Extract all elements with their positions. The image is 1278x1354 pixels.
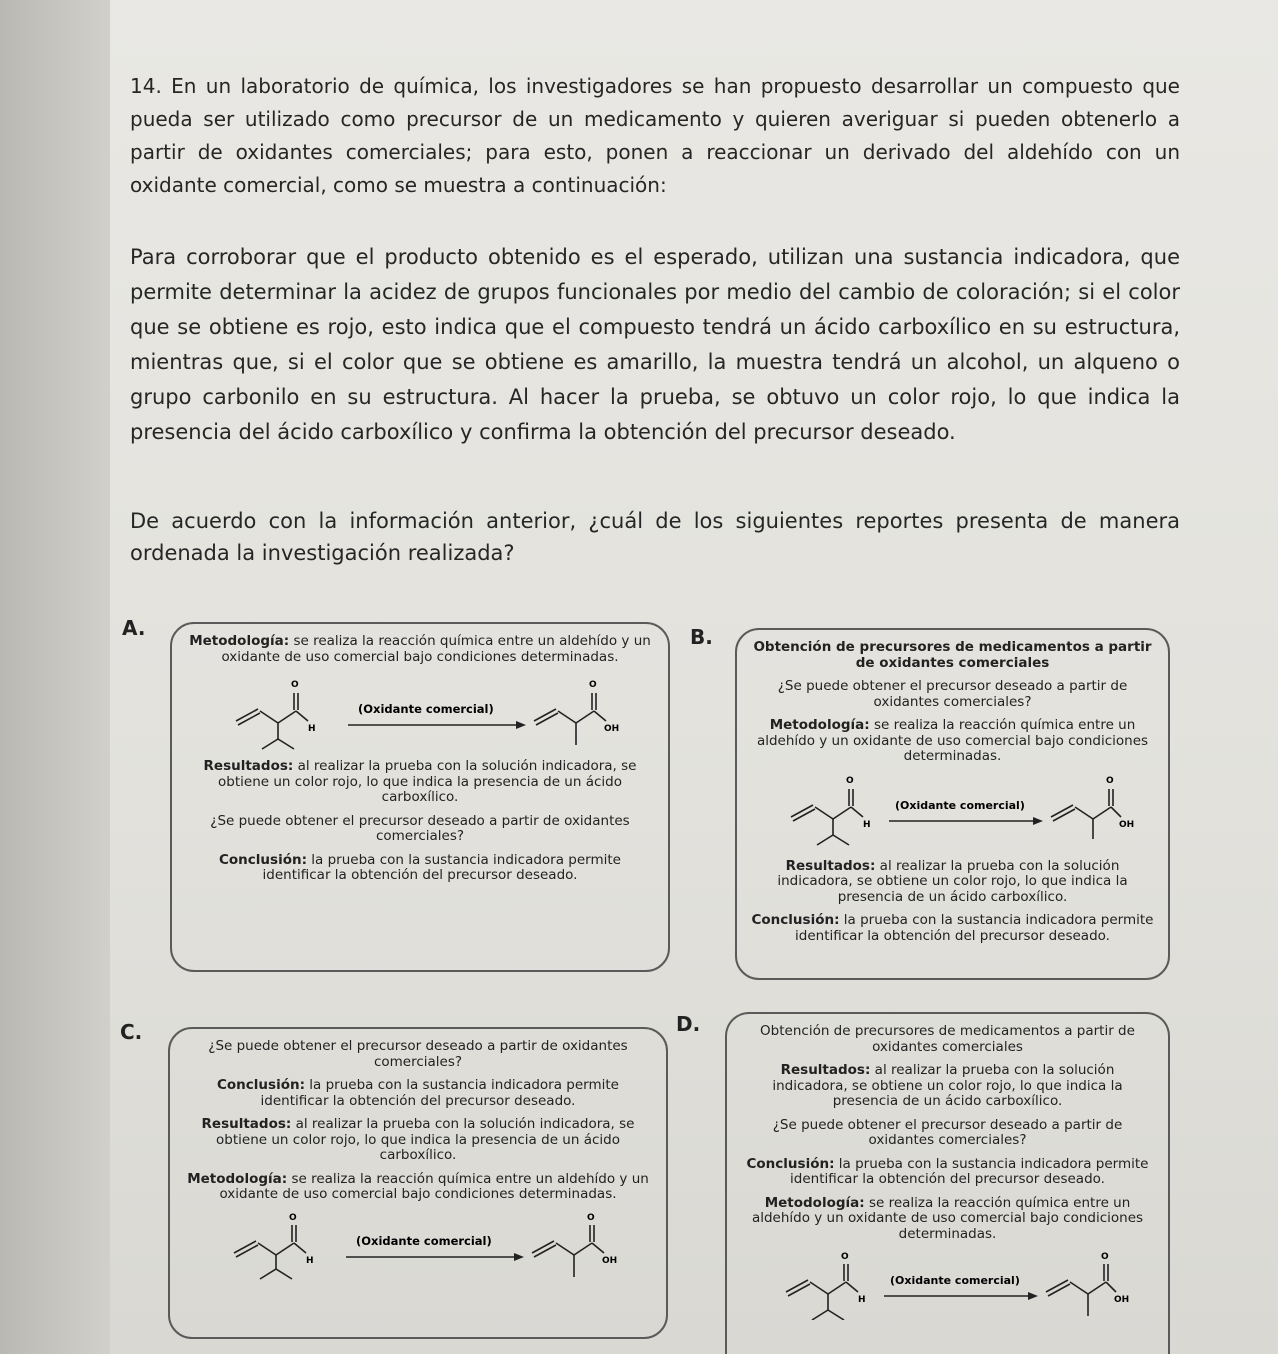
page-shadow <box>0 0 120 1354</box>
svg-text:OH: OH <box>1119 819 1135 830</box>
question-intro: 14. En un laboratorio de química, los investigadores se han propuesto desarrollar un compuesto que pueda ser utilizado como precursor de un medicamento y quieren averiguar si pueden obtenerlo a partir de oxidantes comerciales; para esto, ponen a reaccionar un derivado del aldehído con un oxidante comercial, como se muestra a continuación: <box>130 74 1180 197</box>
svg-text:(Oxidante comercial): (Oxidante comercial) <box>358 702 494 716</box>
option-d-box[interactable] <box>725 1012 1170 1354</box>
option-c-box[interactable] <box>168 1027 668 1339</box>
option-a-pregunta: ¿Se puede obtener el precursor deseado a partir de oxidantes comerciales? <box>210 812 630 844</box>
svg-text:H: H <box>858 1295 866 1305</box>
option-b-conclusion: Conclusión: la prueba con la sustancia indicadora permite identificar la obtención del precursor deseado. <box>751 912 1154 944</box>
svg-text:H: H <box>306 1255 314 1266</box>
option-c-conclusion: Conclusión: la prueba con la sustancia indicadora permite identificar la obtención del precursor deseado. <box>217 1077 619 1109</box>
svg-text:O: O <box>289 1212 297 1223</box>
option-c-resultados: Resultados: al realizar la prueba con la solución indicadora, se obtiene un color rojo, lo que indica la presencia de un ácido carboxílico. <box>201 1116 635 1163</box>
option-b-metodologia: Metodología: se realiza la reacción química entre un aldehído y un oxidante de uso comercial bajo condiciones determinadas. <box>756 717 1149 764</box>
option-d-reaction-svg <box>766 1250 1146 1320</box>
option-b-reaction-svg <box>771 773 1151 853</box>
option-a-metodologia: Metodología: se realiza la reacción química entre un aldehído y un oxidante de uso comercial bajo condiciones determinadas. <box>189 633 651 665</box>
svg-text:(Oxidante comercial): (Oxidante comercial) <box>890 1274 1020 1287</box>
option-d-titulo: Obtención de precursores de medicamentos a partir de oxidantes comerciales <box>760 1023 1135 1055</box>
option-b-box[interactable] <box>735 628 1170 980</box>
option-d-metodologia: Metodología: se realiza la reacción química entre un aldehído y un oxidante de uso comercial bajo condiciones determinadas. <box>751 1194 1144 1242</box>
question-prompt: De acuerdo con la información anterior, ¿cuál de los siguientes reportes presenta de manera ordenada la investigación realizada? <box>130 509 1180 565</box>
option-d-reaction <box>741 1250 1154 1316</box>
option-a-resultados: Resultados: al realizar la prueba con la solución indicadora, se obtiene un color rojo, lo que indica la presencia de un ácido carboxílico. <box>203 758 637 805</box>
option-c-metodologia: Metodología: se realiza la reacción química entre un aldehído y un oxidante de uso comercial bajo condiciones determinadas. <box>187 1170 649 1202</box>
svg-text:OH: OH <box>1114 1295 1130 1305</box>
svg-text:H: H <box>308 724 316 734</box>
option-d-conclusion: Conclusión: la prueba con la sustancia indicadora permite identificar la obtención del precursor deseado. <box>746 1155 1149 1187</box>
svg-text:OH: OH <box>604 724 620 734</box>
question-indicator-paragraph: Para corroborar que el producto obtenido es el esperado, utilizan una sustancia indicadora, que permite determinar la acidez de grupos funcionales por medio del cambio de coloración; si el color que se obtiene es rojo, esto indica que el compuesto tendrá un ácido carboxílico en su estructura, mientras que, si el color que se obtiene es amarillo, la muestra tendrá un alcohol, un alqueno o grupo carbonilo en su estructura. Al hacer la prueba, se obtuvo un color rojo, lo que indica la presencia del ácido carboxílico y confirma la obtención del precursor deseado. <box>130 245 1180 444</box>
option-d-resultados: Resultados: al realizar la prueba con la solución indicadora, se obtiene un color rojo, lo que indica la presencia de un ácido carboxílico. <box>772 1062 1123 1109</box>
svg-text:(Oxidante comercial): (Oxidante comercial) <box>895 798 1025 812</box>
option-c-reaction <box>184 1211 652 1281</box>
option-d-pregunta: ¿Se puede obtener el precursor deseado a partir de oxidantes comerciales? <box>772 1116 1123 1148</box>
option-c-letter: C. <box>120 1020 143 1044</box>
option-b-letter: B. <box>690 625 713 649</box>
svg-text:O: O <box>846 775 854 786</box>
svg-text:O: O <box>1106 775 1114 786</box>
option-a-box[interactable] <box>170 622 670 972</box>
option-a-conclusion: Conclusión: la prueba con la sustancia indicadora permite identificar la obtención del precursor deseado. <box>219 851 621 883</box>
option-b-titulo: Obtención de precursores de medicamentos a partir de oxidantes comerciales <box>753 639 1152 671</box>
svg-text:O: O <box>291 680 299 690</box>
svg-text:O: O <box>589 680 597 690</box>
option-d-letter: D. <box>676 1012 701 1036</box>
svg-text:H: H <box>863 819 871 830</box>
option-a-reaction <box>186 673 654 753</box>
svg-text:OH: OH <box>602 1255 618 1266</box>
svg-text:O: O <box>841 1252 849 1262</box>
svg-text:O: O <box>1101 1252 1109 1262</box>
option-b-reaction <box>751 773 1154 853</box>
svg-text:(Oxidante comercial): (Oxidante comercial) <box>356 1233 492 1248</box>
option-b-resultados: Resultados: al realizar la prueba con la solución indicadora, se obtiene un color rojo, lo que indica la presencia de un ácido carboxílico. <box>777 857 1128 905</box>
option-a-reaction-svg <box>216 673 636 753</box>
option-c-pregunta: ¿Se puede obtener el precursor deseado a partir de oxidantes comerciales? <box>208 1038 628 1070</box>
svg-text:O: O <box>587 1212 595 1223</box>
option-c-reaction-svg <box>214 1211 634 1283</box>
option-b-pregunta: ¿Se puede obtener el precursor deseado a partir de oxidantes comerciales? <box>777 678 1128 710</box>
option-a-letter: A. <box>122 616 146 640</box>
